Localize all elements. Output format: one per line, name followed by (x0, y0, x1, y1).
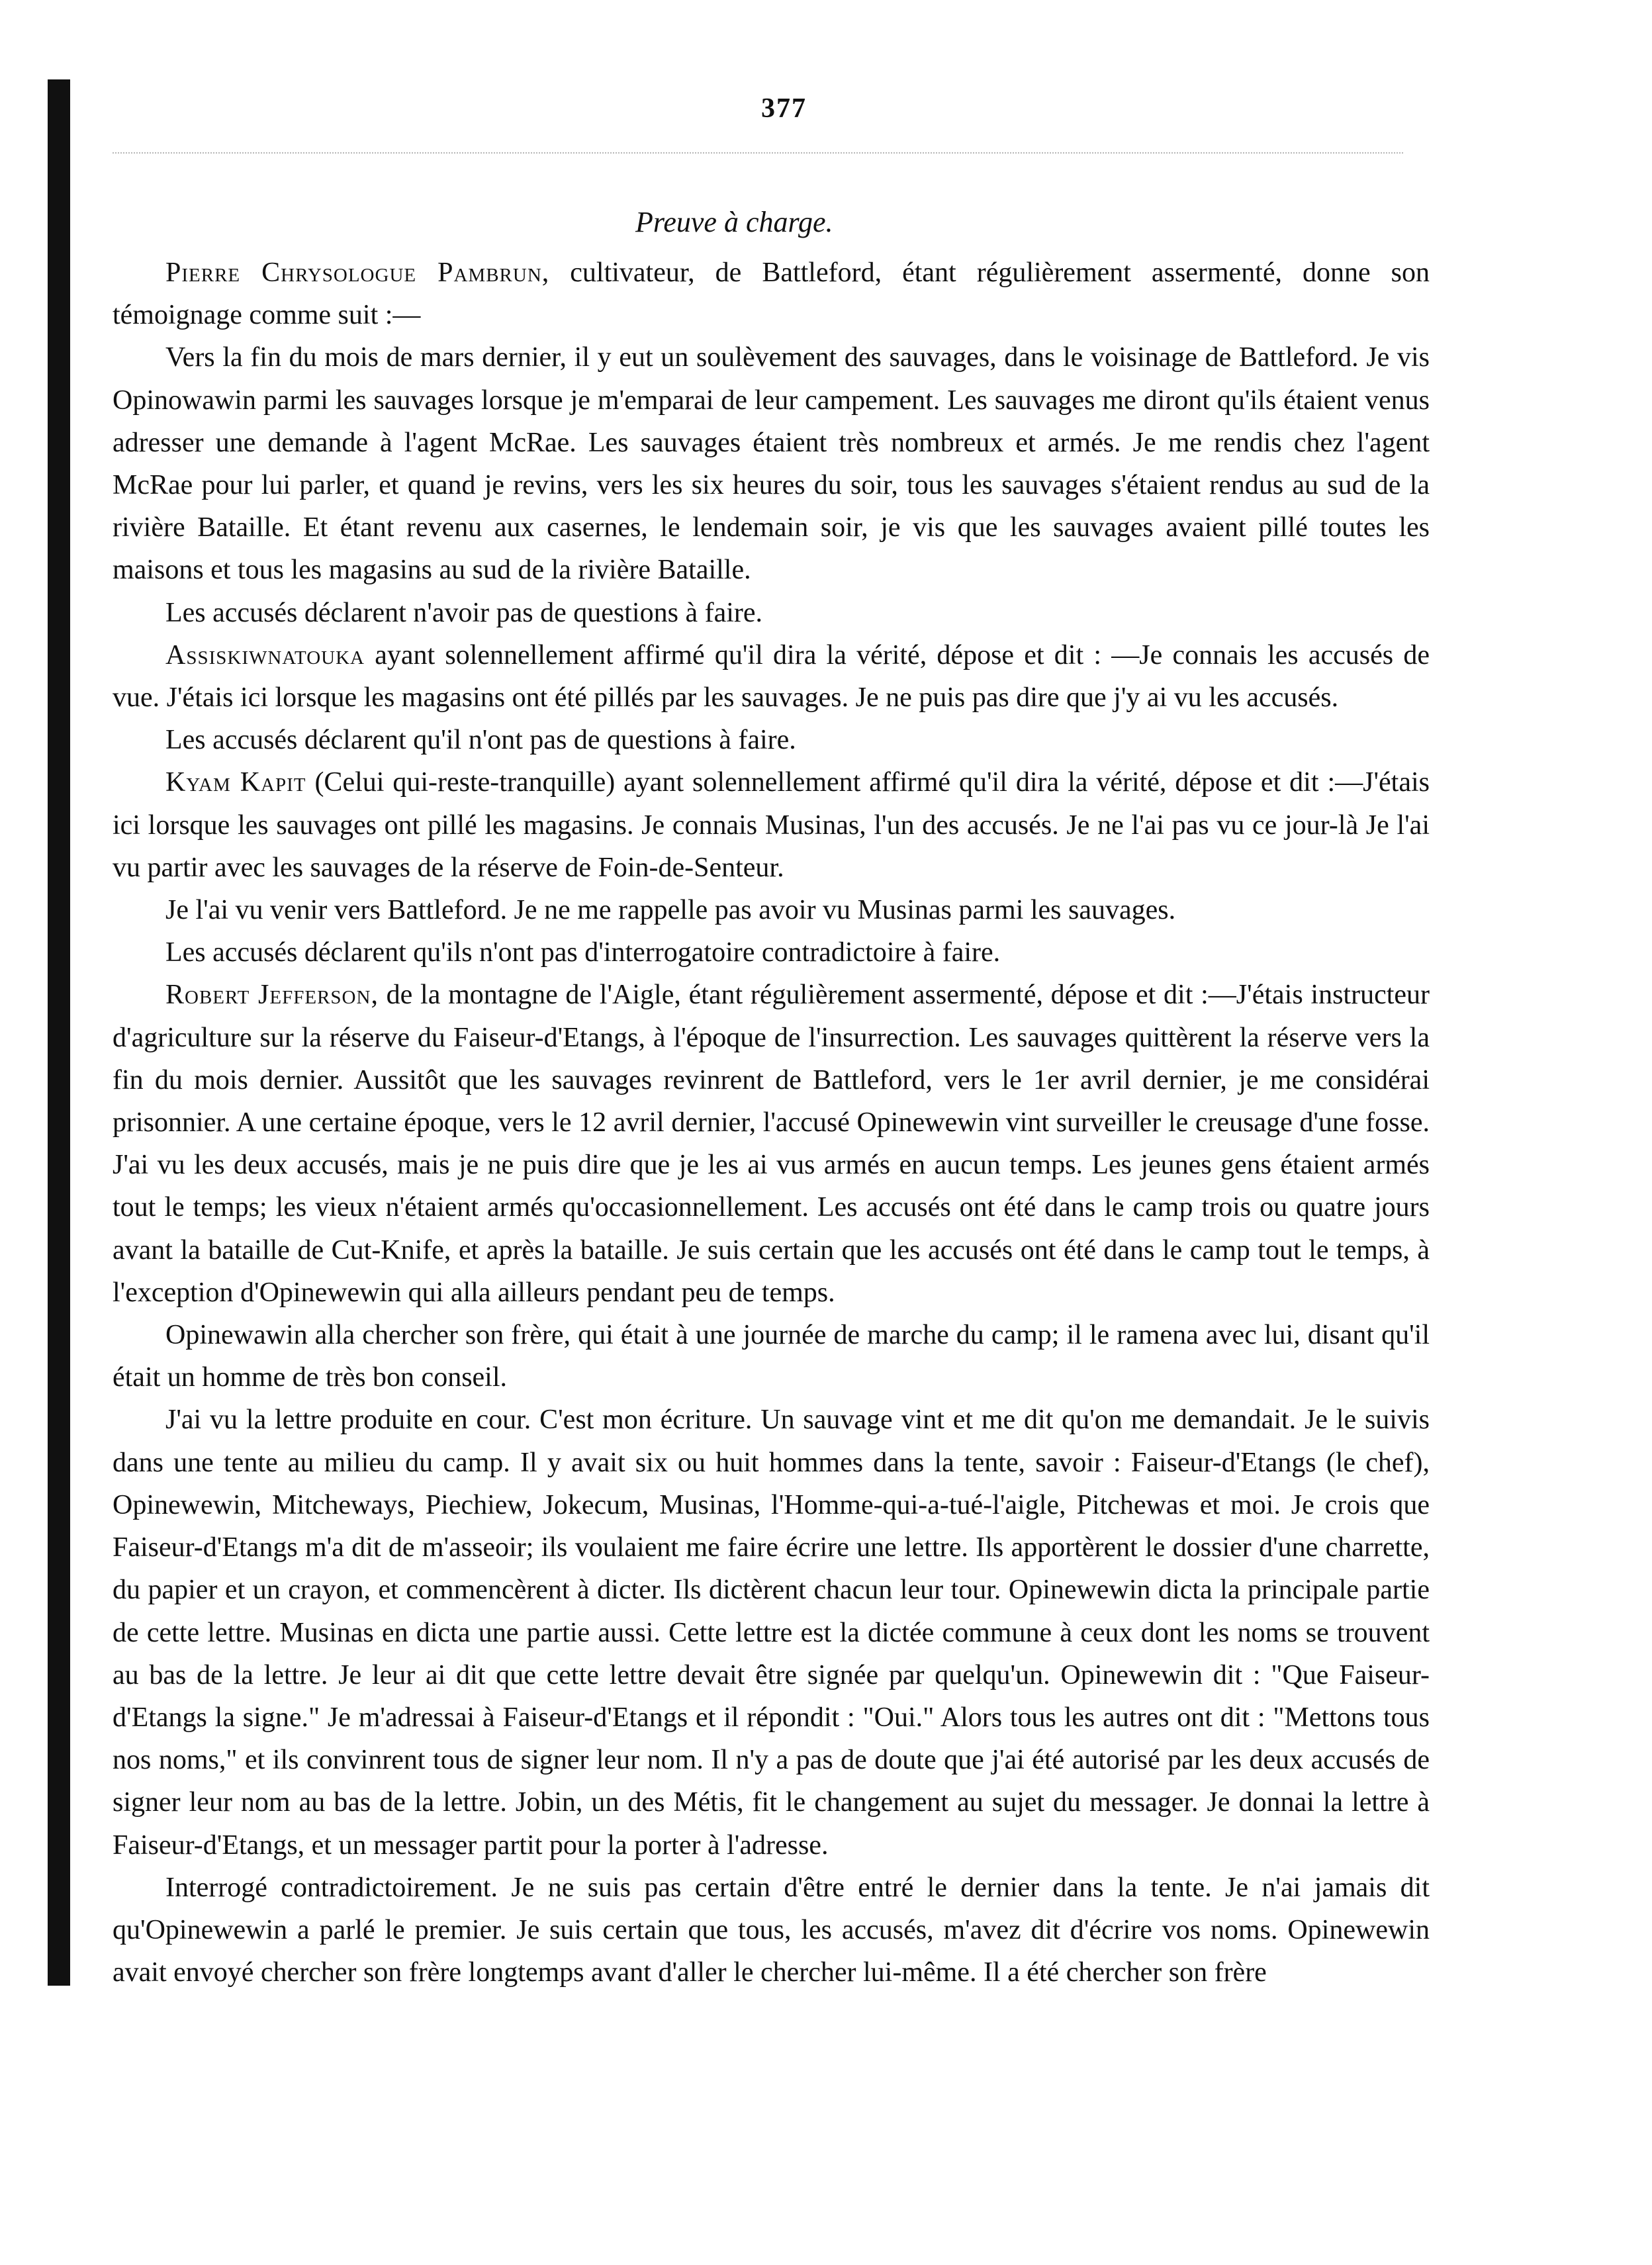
witness-name: Robert Jefferson, (165, 980, 379, 1011)
paragraph-text: Interrogé contradictoirement. Je ne suis pas certain d'être entré le dernier dans la tente. Je n'ai jamais dit qu'Opinewewin a parlé le premier. Je suis certain que tous, les accusés, m'avez dit d'écrire vos noms. Opinewewin avait envoyé chercher son frère longtemps avant d'aller le chercher lui-même. Il a été chercher son frère (113, 1872, 1430, 1988)
paragraph-text: Les accusés déclarent qu'ils n'ont pas d'interrogatoire contradictoire à faire. (165, 937, 1001, 968)
paragraph-text: (Celui qui-reste-tranquille) ayant solennellement affirmé qu'il dira la vérité, dépose et dit :—J'étais ici lorsque les sauvages ont pillé les magasins. Je connais Musinas, l'un des accusés. Je ne l'ai pas vu ce jour-là Je l'ai vu partir avec les sauvages de la réserve de Foin-de-Senteur. (113, 767, 1430, 883)
scan-edge-bar (48, 79, 70, 1986)
paragraph (113, 592, 1430, 634)
paragraph (113, 1314, 1430, 1399)
witness-name: Pierre Chrysologue Pambrun, (165, 257, 550, 288)
paragraph-text: Les accusés déclarent qu'il n'ont pas de questions à faire. (165, 725, 796, 756)
paragraph (113, 252, 1430, 336)
paragraph (113, 1867, 1430, 1994)
paragraph (113, 889, 1430, 931)
page-number: 377 (761, 93, 807, 124)
document-page (113, 93, 1436, 2197)
paragraph-text: Vers la fin du mois de mars dernier, il y eut un soulèvement des sauvages, dans le voisinage de Battleford. Je vis Opinowawin parmi les sauvages lorsque je m'emparai de leur campement. Les sauvages me diront qu'ils étaient venus adresser une demande à l'agent McRae. Les sauvages étaient très nombreux et armés. Je me rendis chez l'agent McRae pour lui parler, et quand je revins, vers les six heures du soir, tous les sauvages s'étaient rendus au sud de la rivière Bataille. Et étant revenu aux casernes, le lendemain soir, je vis que les sauvages avaient pillé toutes les maisons et tous les magasins au sud de la rivière Bataille. (113, 342, 1430, 586)
paragraph-text: Je l'ai vu venir vers Battleford. Je ne me rappelle pas avoir vu Musinas parmi les sauvages. (165, 895, 1176, 926)
section-title: Preuve à charge. (635, 206, 833, 238)
paragraph-text: J'ai vu la lettre produite en cour. C'est mon écriture. Un sauvage vint et me dit qu'on me demandait. Je le suivis dans une tente au milieu du camp. Il y avait six ou huit hommes dans la tente, savoir : Faiseur-d'Etangs (le chef), Opinewewin, Mitcheways, Piechiew, Jokecum, Musinas, l'Homme-qui-a-tué-l'aigle, Pitchewas et moi. Je crois que Faiseur-d'Etangs m'a dit de m'asseoir; ils voulaient me faire écrire une lettre. Ils apportèrent le dossier d'une charrette, du papier et un crayon, et commencèrent à dicter. Ils dictèrent chacun leur tour. Opinewewin dicta la principale partie de cette lettre. Musinas en dicta une partie aussi. Cette lettre est la dictée commune à ceux dont les noms se trouvent au bas de la lettre. Je leur ai dit que cette lettre devait être signée par quelqu'un. Opinewewin dit : "Que Faiseur-d'Etangs la signe." Je m'adressai à Faiseur-d'Etangs et il répondit : "Oui." Alors tous les autres ont dit : "Mettons tous nos noms," et ils convinrent tous de signer leur nom. Il n'y a pas de doute que j'ai été autorisé par les deux accusés de signer leur nom au bas de la lettre. Jobin, un des Métis, fit le changement au sujet du messager. Je donnai la lettre à Faiseur-d'Etangs, et un messager partit pour la porter à l'adresse. (113, 1405, 1430, 1861)
paragraph-text: de la montagne de l'Aigle, étant régulièrement assermenté, dépose et dit :—J'étais instructeur d'agriculture sur la réserve du Faiseur-d'Etangs, à l'époque de l'insurrection. Les sauvages quittèrent la réserve vers la fin du mois dernier. Aussitôt que les sauvages revinrent de Battleford, vers le 1er avril dernier, je me considérai prisonnier. A une certaine époque, vers le 12 avril dernier, l'accusé Opinewewin vint surveiller le creusage d'une fosse. J'ai vu les deux accusés, mais je ne puis dire que je les ai vus armés en aucun temps. Les jeunes gens étaient armés tout le temps; les vieux n'étaient armés qu'occasionnellement. Les accusés ont été dans le camp trois ou quatre jours avant la bataille de Cut-Knife, et après la bataille. Je suis certain que les accusés ont été dans le camp tout le temps, à l'exception d'Opinewewin qui alla ailleurs pendant peu de temps. (113, 980, 1430, 1308)
paragraph (113, 634, 1430, 719)
paragraph-text: cultivateur, de Battleford, étant régulièrement assermenté, donne son témoignage comme suit :— (113, 257, 1430, 331)
witness-name: Kyam Kapit (165, 767, 306, 798)
body-text (113, 252, 1430, 1994)
paragraph-text: Les accusés déclarent n'avoir pas de questions à faire. (165, 597, 763, 628)
paragraph (113, 1399, 1430, 1866)
paragraph-text: ayant solennellement affirmé qu'il dira la vérité, dépose et dit : —Je connais les accusés de vue. J'étais ici lorsque les magasins ont été pillés par les sauvages. Je ne puis pas dire que j'y ai vu les accusés. (113, 639, 1430, 714)
paragraph (113, 974, 1430, 1314)
witness-name: Assiskiwnatouka (165, 639, 365, 670)
paragraph (113, 336, 1430, 591)
paragraph-text: Opinewawin alla chercher son frère, qui était à une journée de marche du camp; il le ramena avec lui, disant qu'il était un homme de très bon conseil. (113, 1320, 1430, 1393)
paragraph (113, 761, 1430, 889)
header-rule (113, 152, 1403, 154)
paragraph (113, 719, 1430, 761)
paragraph (113, 931, 1430, 974)
